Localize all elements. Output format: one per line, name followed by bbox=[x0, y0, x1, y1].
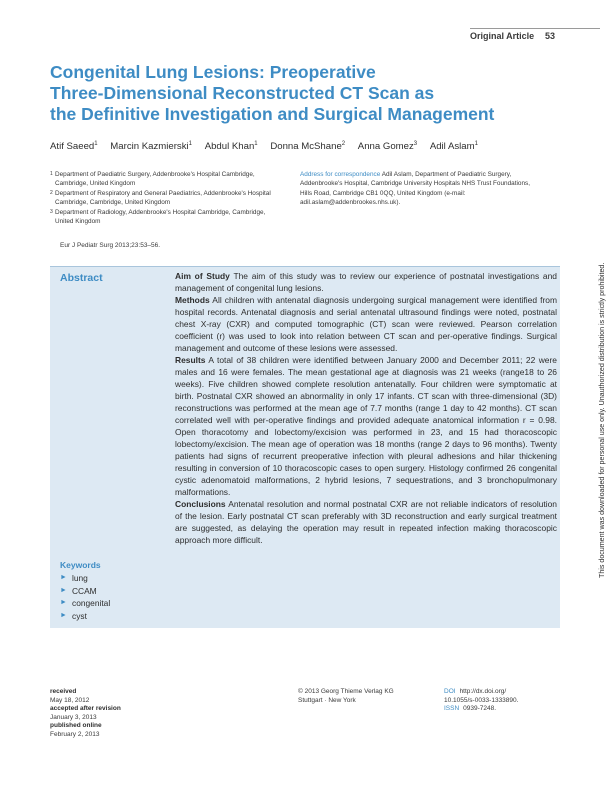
received-date: May 18, 2012 bbox=[50, 696, 90, 704]
correspondence-text: Adil Aslam, Department of Paediatric Surgery, Addenbrooke's Hospital, Cambridge University Hospitals NHS Trust Foundations, Hills Road, Cambridge CB1 0QQ, United Kingdom (e-mail: adil.aslam@addenbrookes.nhs.uk). bbox=[300, 171, 530, 207]
doi-link[interactable]: http://dx.doi.org/ bbox=[459, 688, 507, 695]
dates-block bbox=[50, 688, 121, 740]
affiliation: 1 Department of Paediatric Surgery, Addenbrooke's Hospital Cambridge, Cambridge, United Kingdom bbox=[50, 171, 255, 187]
correspondence bbox=[300, 170, 540, 208]
issn-label: ISSN bbox=[444, 705, 460, 713]
author: Abdul Khan$^1$ bbox=[204, 141, 258, 153]
keyword-item: ► congenital bbox=[60, 598, 111, 608]
accepted-date: January 3, 2013 bbox=[50, 713, 97, 721]
published-label: published online bbox=[50, 722, 102, 730]
abstract-rule bbox=[50, 266, 560, 267]
publisher-location: Stuttgart · New York bbox=[298, 696, 356, 704]
abstract-body bbox=[175, 270, 557, 546]
doi-label: DOI bbox=[444, 688, 456, 695]
doi-value: 10.1055/s-0033-1333890. bbox=[444, 696, 519, 704]
citation: Eur J Pediatr Surg 2013;23:53–56. bbox=[60, 242, 161, 249]
abstract-section: Methods All children with antenatal diagnosis undergoing surgical management were identified from hospital records. Antenatal diagnosis and serial antenatal ultrasound findings were noted, postnatal chest X-ray (CXR) and computed tomographic (CT) scan were reviewed. Pearson correlation coefficient (r) was used to look into relation between CT scan and per-operative findings. Surgical management and outcome of these lesions were assessed. bbox=[175, 295, 557, 353]
page-number: 53 bbox=[545, 31, 556, 41]
title-line: Congenital Lung Lesions: Preoperative bbox=[50, 62, 376, 82]
side-notice bbox=[586, 160, 606, 580]
keyword-item: ► CCAM bbox=[60, 585, 97, 596]
affiliations bbox=[50, 170, 275, 227]
keywords-heading: Keywords bbox=[60, 560, 101, 570]
abstract-section: Conclusions Antenatal resolution and normal postnatal CXR are not reliable indicators of resolution of the lesion. Early postnatal CT scan preferably with 3D reconstruction and early surgical treatment are suggested, as delaying the operation may result in repeated infection making thoracoscopic approach more difficult. bbox=[175, 499, 557, 545]
side-notice-text: This document was downloaded for personal use only. Unauthorized distribution is strictly prohibited. bbox=[598, 262, 606, 578]
received-label: received bbox=[50, 688, 77, 695]
author: Adil Aslam$^1$ bbox=[429, 141, 478, 153]
author: Donna McShane$^2$ bbox=[270, 141, 346, 153]
article-title bbox=[50, 62, 550, 125]
copyright: © 2013 Georg Thieme Verlag KG bbox=[298, 688, 394, 695]
title-line: Three-Dimensional Reconstructed CT Scan as bbox=[50, 83, 435, 103]
author: Atif Saeed$^1$ bbox=[50, 141, 98, 153]
accepted-label: accepted after revision bbox=[50, 705, 121, 713]
issn-value: 0939-7248. bbox=[463, 705, 497, 713]
doi-block bbox=[444, 688, 518, 714]
header-rule bbox=[470, 28, 600, 29]
author-list bbox=[50, 141, 570, 152]
triangle-right-icon: ► bbox=[60, 574, 67, 581]
published-date: February 2, 2013 bbox=[50, 730, 100, 738]
publisher-block bbox=[298, 688, 394, 705]
abstract-section: Results A total of 38 children were identified between January 2000 and December 2011; 22 were males and 16 were females. The mean gestational age at diagnosis was 21 weeks (range18 to 26 weeks). Five children showed complete resolution antenatally. Four children were symptomatic at birth. Postnatal CXR showed an abnormality in only 17 infants. CT scan with three-dimensional (3D) reconstructions was performed at the mean age of 7.7 months (range 1 day to 42 months). CT scan correlated well with per-operative findings and provided adequate anatomical information r = 0.98. Open thoracotomy and lobectomy/excision was performed in 23, and 15 had thoracoscopic lobectomy/excision. The mean age of operation was 18 months (range 2 days to 96 months). Twenty patients had signs of recurrent preoperative infection with pleural adhesions and hilar thickening resulting in conversion of 10 thoracoscopic cases to open surgery. Histology confirmed 26 congenital cystic adenomatoid malformations, 2 hybrid lesions, 7 sequestrations, and 3 bronchopulmonary malformations. bbox=[175, 355, 557, 497]
correspondence-label: Address for correspondence bbox=[300, 171, 381, 178]
triangle-right-icon: ► bbox=[60, 586, 67, 594]
section-label: Original Article bbox=[470, 31, 535, 41]
title-line: the Definitive Investigation and Surgical Management bbox=[50, 104, 495, 124]
abstract-section: Aim of Study The aim of this study was to review our experience of postnatal investigations and management of congenital lung lesions. bbox=[175, 271, 558, 293]
keyword-item: ► cyst bbox=[60, 610, 87, 621]
author: Marcin Kazmierski$^1$ bbox=[110, 141, 193, 153]
triangle-right-icon: ► bbox=[60, 611, 67, 619]
author: Anna Gomez$^3$ bbox=[357, 141, 418, 153]
abstract-heading: Abstract bbox=[60, 272, 103, 284]
keyword-item: ► lung bbox=[60, 573, 88, 583]
affiliation: 2 Department of Respiratory and General Paediatrics, Addenbrooke's Hospital Cambridge, Cambridge, United Kingdom bbox=[50, 190, 271, 206]
affiliation: 3 Department of Radiology, Addenbrooke's Hospital Cambridge, Cambridge, United Kingdom bbox=[50, 209, 266, 225]
triangle-right-icon: ► bbox=[60, 599, 67, 606]
keyword-list bbox=[60, 572, 110, 622]
